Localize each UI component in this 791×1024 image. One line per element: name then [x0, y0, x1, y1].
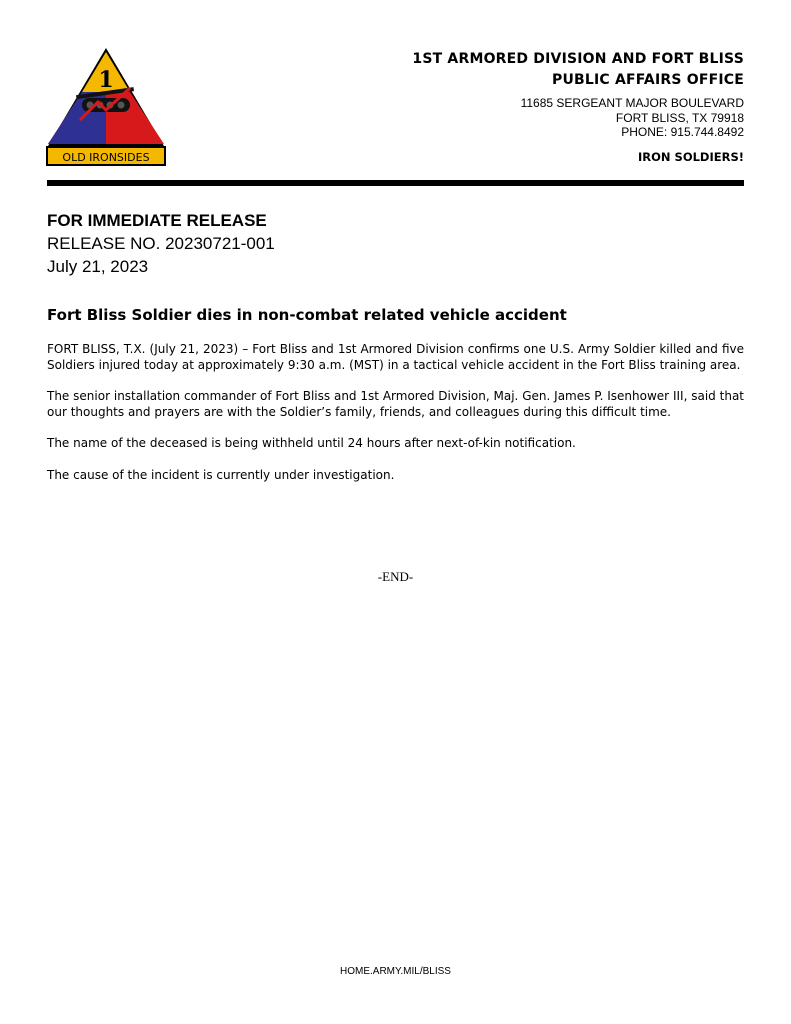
- release-label: FOR IMMEDIATE RELEASE: [47, 211, 267, 230]
- article-headline: Fort Bliss Soldier dies in non-combat related vehicle accident: [47, 306, 567, 324]
- org-name-line-1: 1ST ARMORED DIVISION AND FORT BLISS: [412, 51, 744, 67]
- footer-url: HOME.ARMY.MIL/BLISS: [340, 966, 451, 977]
- city-state-zip: FORT BLISS, TX 79918: [615, 110, 744, 125]
- tagline: IRON SOLDIERS!: [638, 149, 744, 164]
- release-number: RELEASE NO. 20230721-001: [47, 234, 275, 253]
- paragraph: The name of the deceased is being withheld until 24 hours after next-of-kin notification.: [47, 436, 576, 450]
- phone-number: PHONE: 915.744.8492: [621, 125, 744, 139]
- patch-numeral: 1: [98, 67, 114, 93]
- header-divider: [47, 180, 744, 186]
- street-address: 11685 SERGEANT MAJOR BOULEVARD: [520, 96, 744, 110]
- org-name-line-2: PUBLIC AFFAIRS OFFICE: [552, 72, 744, 88]
- paragraph: The senior installation commander of Fort Bliss and 1st Armored Division, Maj. Gen. James P. Isenhower III, said that our thoughts and prayers are with the Soldier’s family, friends, and colleagues during this difficult time.: [47, 389, 744, 419]
- office-header: [324, 49, 744, 164]
- end-mark: -END-: [377, 569, 414, 584]
- patch-banner-text: OLD IRONSIDES: [62, 151, 150, 164]
- paragraph: FORT BLISS, T.X. (July 21, 2023) – Fort Bliss and 1st Armored Division confirms one U.S. Army Soldier killed and five Soldiers injured today at approximately 9:30 a.m. (MST) in a tactical vehicle accident in the Fort Bliss training area.: [47, 342, 744, 372]
- article-body: [47, 342, 744, 499]
- release-date: July 21, 2023: [47, 257, 149, 276]
- armored-division-patch-icon: [46, 46, 166, 168]
- release-info: [47, 209, 275, 278]
- paragraph: The cause of the incident is currently under investigation.: [47, 467, 395, 482]
